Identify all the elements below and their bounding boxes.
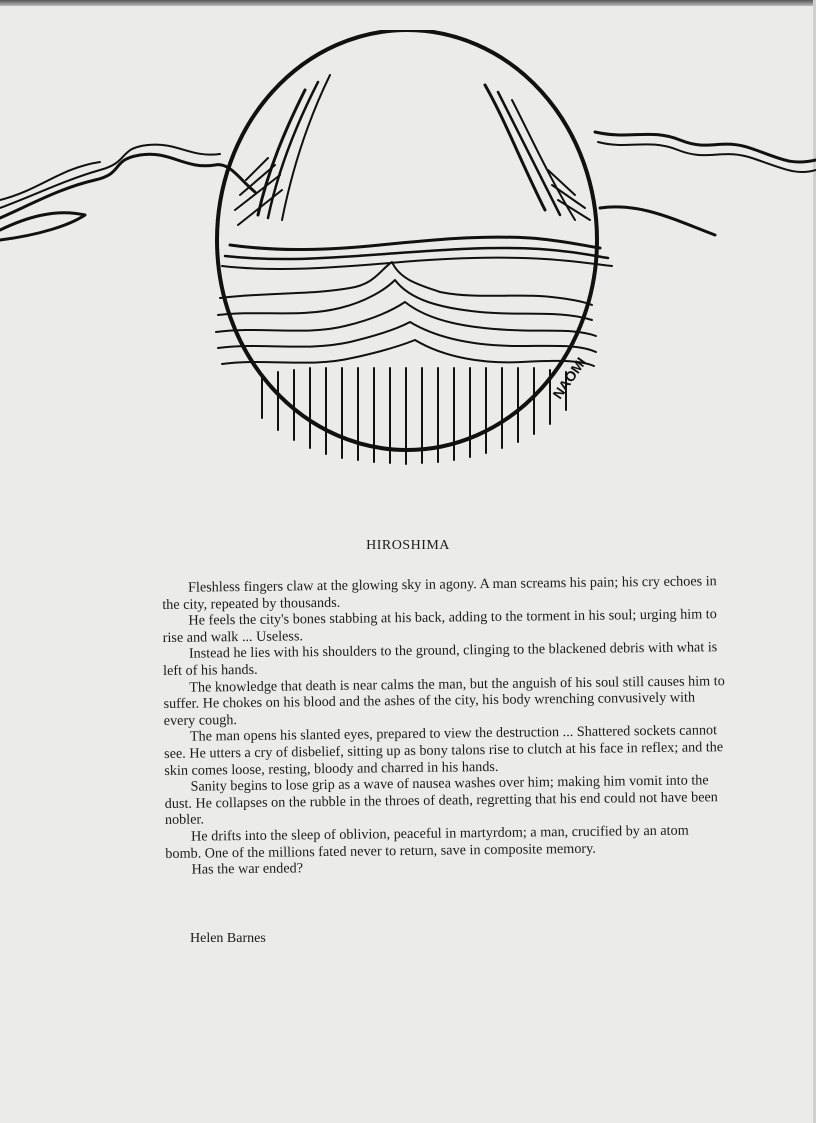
scan-top-edge <box>0 0 816 6</box>
sunset-globe-drawing-icon <box>0 30 816 470</box>
story-body <box>162 573 728 879</box>
story-closing-line: Has the war ended? <box>191 860 304 878</box>
story-paragraph: Instead he lies with his shoulders to the ground, clinging to the blackened debris with what is left of his hands. <box>163 639 718 679</box>
story-paragraph: Sanity begins to lose grip as a wave of nausea washes over him; making him vomit into the dust. He collapses on the rubble in the throes of death, regretting that his end could not have been nobler. <box>164 772 718 829</box>
story-paragraph: The knowledge that death is near calms the man, but the anguish of his soul still causes him to suffer. He chokes on his blood and the ashes of the city, his body wrenching convusively with every cough. <box>163 672 725 729</box>
story-paragraph: He drifts into the sleep of oblivion, peaceful in martyrdom; a man, crucified by an atom bomb. One of the millions fated never to return, save in composite memory. <box>165 822 689 862</box>
story-paragraph: Fleshless fingers claw at the glowing sky in agony. A man screams his pain; his cry echoes in the city, repeated by thousands. <box>162 573 717 613</box>
page-title: HIROSHIMA <box>366 538 450 553</box>
story-paragraph: He feels the city's bones stabbing at his back, adding to the torment in his soul; urging him to rise and walk ... Useless. <box>162 606 717 646</box>
artist-signature: NAOMI <box>549 354 590 402</box>
story-paragraph: The man opens his slanted eyes, prepared to view the destruction ... Shattered sockets cannot see. He utters a cry of disbelief, sitting up as bony talons rise to clutch at his face in reflex; and the skin comes loose, resting, bloody and charred in his hands. <box>164 722 724 779</box>
author-name: Helen Barnes <box>190 931 266 946</box>
